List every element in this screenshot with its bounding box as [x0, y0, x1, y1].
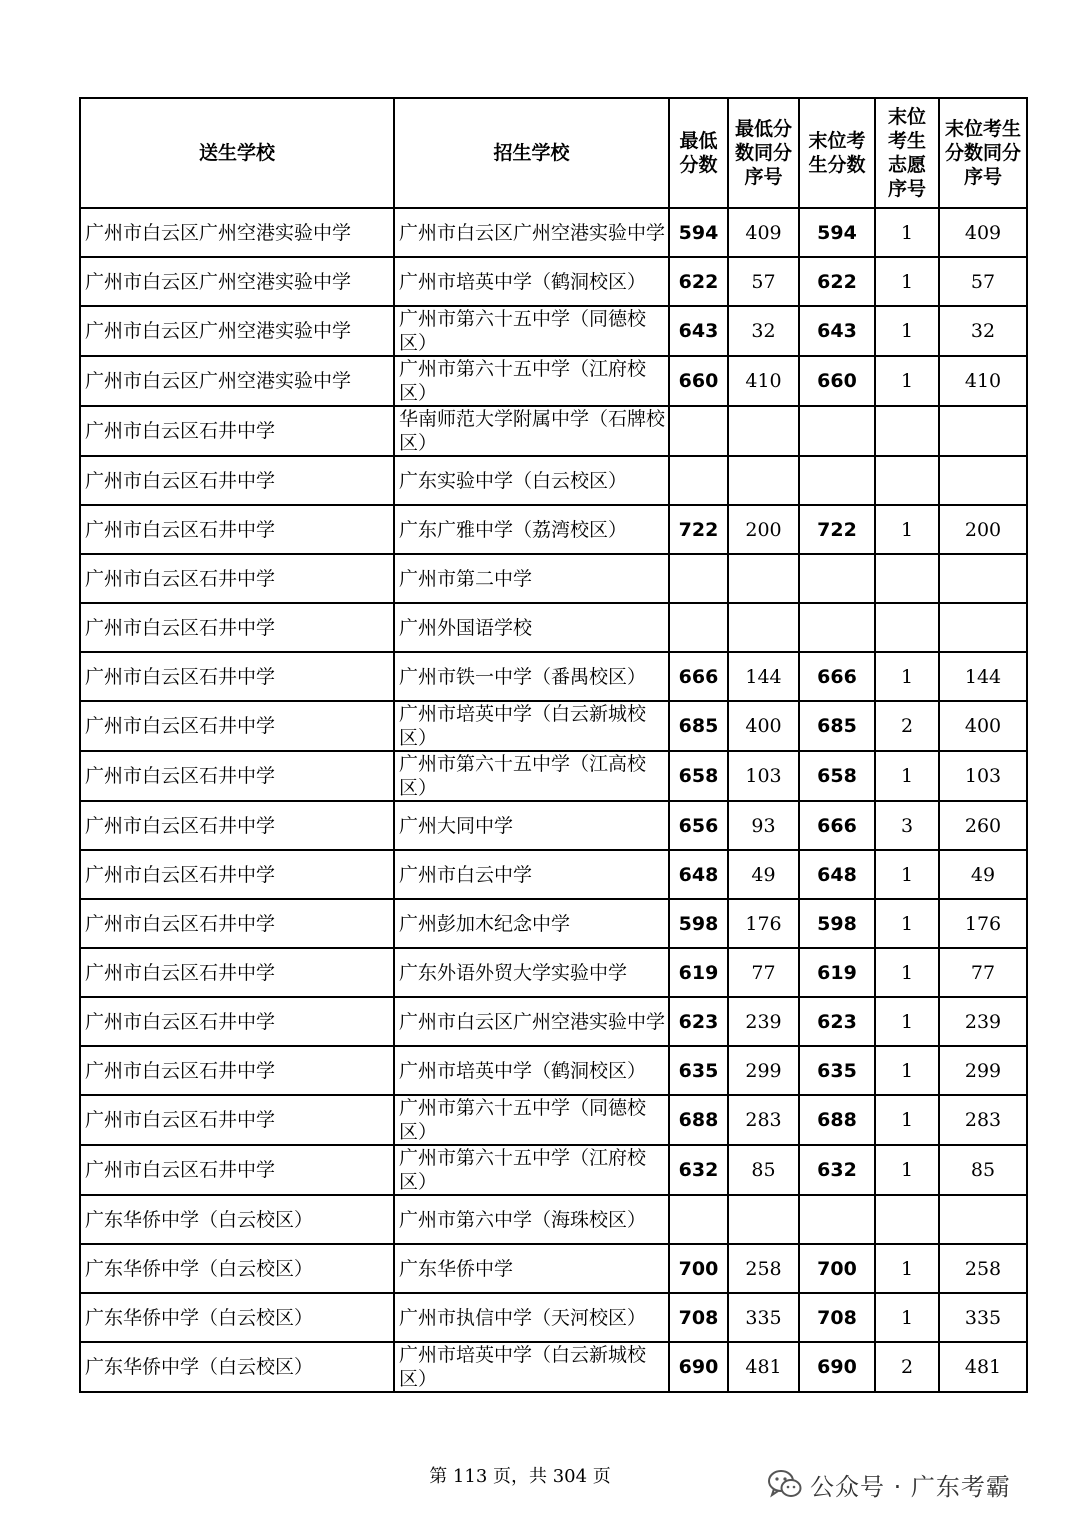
- table-row: [80, 1244, 1027, 1293]
- cell-last-rank: 239: [939, 997, 1027, 1046]
- cell-last-choice: 1: [875, 1046, 939, 1095]
- cell-min-score: 643: [669, 306, 728, 356]
- cell-last-score: [799, 406, 875, 456]
- table-row: [80, 356, 1027, 406]
- cell-last-rank: 200: [939, 505, 1027, 554]
- cell-min-score: [669, 456, 728, 505]
- cell-send-school: 广东华侨中学（白云校区）: [80, 1293, 394, 1342]
- cell-admit-school: 广州市第六十五中学（江高校区）: [394, 751, 669, 801]
- header-last-score-text: 末位考生分数: [808, 130, 866, 176]
- cell-min-score-rank: 200: [728, 505, 799, 554]
- table-row: [80, 1293, 1027, 1342]
- cell-min-score: 688: [669, 1095, 728, 1145]
- cell-admit-school: 广州大同中学: [394, 801, 669, 850]
- cell-admit-school: 广州市第二中学: [394, 554, 669, 603]
- cell-last-choice: 1: [875, 751, 939, 801]
- cell-last-rank: 481: [939, 1342, 1027, 1392]
- cell-last-choice: 1: [875, 899, 939, 948]
- cell-min-score-rank: [728, 603, 799, 652]
- cell-last-choice: 1: [875, 1145, 939, 1195]
- cell-admit-school: 广东华侨中学: [394, 1244, 669, 1293]
- cell-admit-school: 广东广雅中学（荔湾校区）: [394, 505, 669, 554]
- cell-last-score: 623: [799, 997, 875, 1046]
- cell-admit-school: 广东实验中学（白云校区）: [394, 456, 669, 505]
- page-number: 第 113 页，共 304 页: [429, 1466, 611, 1487]
- cell-min-score-rank: 410: [728, 356, 799, 406]
- cell-last-score: 622: [799, 257, 875, 306]
- cell-send-school: 广州市白云区广州空港实验中学: [80, 356, 394, 406]
- table-row: [80, 1145, 1027, 1195]
- cell-min-score: 622: [669, 257, 728, 306]
- cell-last-score: 722: [799, 505, 875, 554]
- cell-send-school: 广州市白云区广州空港实验中学: [80, 306, 394, 356]
- cell-min-score: 632: [669, 1145, 728, 1195]
- cell-min-score: 623: [669, 997, 728, 1046]
- cell-last-choice: [875, 554, 939, 603]
- table-row: [80, 701, 1027, 751]
- cell-admit-school: 广东外语外贸大学实验中学: [394, 948, 669, 997]
- cell-min-score-rank: 335: [728, 1293, 799, 1342]
- cell-min-score-rank: 283: [728, 1095, 799, 1145]
- cell-min-score: 690: [669, 1342, 728, 1392]
- cell-send-school: 广州市白云区石井中学: [80, 554, 394, 603]
- cell-last-choice: 2: [875, 1342, 939, 1392]
- table-row: [80, 505, 1027, 554]
- cell-admit-school: 广州外国语学校: [394, 603, 669, 652]
- cell-min-score: [669, 1195, 728, 1244]
- cell-last-choice: [875, 406, 939, 456]
- cell-send-school: 广州市白云区石井中学: [80, 899, 394, 948]
- cell-admit-school: 广州市第六十五中学（同德校区）: [394, 306, 669, 356]
- header-last-choice-text: 末位考生志愿序号: [887, 106, 926, 200]
- cell-last-choice: 1: [875, 208, 939, 257]
- table-row: [80, 751, 1027, 801]
- cell-last-rank: 335: [939, 1293, 1027, 1342]
- admission-score-table: [79, 97, 1028, 1393]
- cell-last-rank: 32: [939, 306, 1027, 356]
- cell-send-school: 广州市白云区石井中学: [80, 1145, 394, 1195]
- cell-last-rank: 400: [939, 701, 1027, 751]
- cell-last-score: [799, 1195, 875, 1244]
- cell-last-score: 632: [799, 1145, 875, 1195]
- cell-min-score-rank: 85: [728, 1145, 799, 1195]
- cell-min-score-rank: [728, 554, 799, 603]
- cell-min-score-rank: 144: [728, 652, 799, 701]
- cell-last-score: 660: [799, 356, 875, 406]
- cell-min-score: 666: [669, 652, 728, 701]
- cell-admit-school: 广州市第六十五中学（江府校区）: [394, 1145, 669, 1195]
- cell-last-choice: [875, 603, 939, 652]
- cell-last-rank: 409: [939, 208, 1027, 257]
- cell-admit-school: 广州市白云区广州空港实验中学: [394, 997, 669, 1046]
- cell-min-score: 722: [669, 505, 728, 554]
- cell-admit-school: 广州市培英中学（鹤洞校区）: [394, 1046, 669, 1095]
- cell-last-choice: [875, 1195, 939, 1244]
- header-row: [80, 98, 1027, 208]
- cell-min-score-rank: 93: [728, 801, 799, 850]
- cell-last-score: 708: [799, 1293, 875, 1342]
- cell-last-score: [799, 456, 875, 505]
- cell-send-school: 广州市白云区石井中学: [80, 505, 394, 554]
- cell-send-school: 广州市白云区石井中学: [80, 406, 394, 456]
- cell-min-score-rank: 481: [728, 1342, 799, 1392]
- cell-min-score: 656: [669, 801, 728, 850]
- cell-last-score: 635: [799, 1046, 875, 1095]
- cell-min-score: 648: [669, 850, 728, 899]
- cell-admit-school: 华南师范大学附属中学（石牌校区）: [394, 406, 669, 456]
- cell-last-score: 598: [799, 899, 875, 948]
- cell-admit-school: 广州市白云中学: [394, 850, 669, 899]
- cell-last-choice: 1: [875, 652, 939, 701]
- cell-last-rank: 176: [939, 899, 1027, 948]
- cell-send-school: 广州市白云区石井中学: [80, 751, 394, 801]
- table-row: [80, 406, 1027, 456]
- cell-admit-school: 广州彭加木纪念中学: [394, 899, 669, 948]
- table-row: [80, 257, 1027, 306]
- cell-min-score: 660: [669, 356, 728, 406]
- cell-send-school: 广州市白云区石井中学: [80, 997, 394, 1046]
- cell-admit-school: 广州市培英中学（白云新城校区）: [394, 701, 669, 751]
- table-row: [80, 997, 1027, 1046]
- cell-last-choice: 1: [875, 505, 939, 554]
- header-last-rank-text: 末位考生分数同分序号: [944, 118, 1021, 188]
- cell-last-rank: 85: [939, 1145, 1027, 1195]
- cell-last-choice: 1: [875, 356, 939, 406]
- cell-send-school: 广东华侨中学（白云校区）: [80, 1342, 394, 1392]
- cell-min-score: 658: [669, 751, 728, 801]
- cell-min-score-rank: 409: [728, 208, 799, 257]
- table-row: [80, 801, 1027, 850]
- table-row: [80, 1342, 1027, 1392]
- cell-last-rank: 283: [939, 1095, 1027, 1145]
- cell-admit-school: 广州市第六中学（海珠校区）: [394, 1195, 669, 1244]
- cell-last-rank: 299: [939, 1046, 1027, 1095]
- cell-min-score: [669, 554, 728, 603]
- table-row: [80, 1046, 1027, 1095]
- cell-admit-school: 广州市第六十五中学（同德校区）: [394, 1095, 669, 1145]
- watermark-text: 公众号 · 广东考霸: [810, 1472, 1011, 1501]
- cell-last-score: 666: [799, 801, 875, 850]
- cell-last-choice: [875, 456, 939, 505]
- cell-last-score: 685: [799, 701, 875, 751]
- cell-last-score: 648: [799, 850, 875, 899]
- header-last-score: [799, 98, 875, 208]
- header-min-score-rank: [728, 98, 799, 208]
- cell-min-score: 708: [669, 1293, 728, 1342]
- cell-admit-school: 广州市白云区广州空港实验中学: [394, 208, 669, 257]
- cell-last-rank: [939, 406, 1027, 456]
- cell-last-score: [799, 603, 875, 652]
- cell-last-choice: 1: [875, 1095, 939, 1145]
- cell-min-score-rank: 400: [728, 701, 799, 751]
- header-send-school: 送生学校: [80, 98, 394, 208]
- cell-min-score-rank: 176: [728, 899, 799, 948]
- header-last-choice: [875, 98, 939, 208]
- header-admit-school: 招生学校: [394, 98, 669, 208]
- cell-send-school: 广州市白云区石井中学: [80, 801, 394, 850]
- cell-last-rank: [939, 1195, 1027, 1244]
- table-row: [80, 652, 1027, 701]
- cell-min-score-rank: [728, 406, 799, 456]
- table-row: [80, 850, 1027, 899]
- cell-min-score-rank: 299: [728, 1046, 799, 1095]
- cell-last-score: 700: [799, 1244, 875, 1293]
- cell-last-score: 594: [799, 208, 875, 257]
- table-row: [80, 554, 1027, 603]
- table-row: [80, 948, 1027, 997]
- header-min-score-rank-text: 最低分数同分序号: [734, 118, 792, 188]
- header-min-score-text: 最低分数: [679, 130, 718, 176]
- cell-min-score: 594: [669, 208, 728, 257]
- cell-last-choice: 1: [875, 306, 939, 356]
- cell-last-rank: 410: [939, 356, 1027, 406]
- cell-min-score-rank: 103: [728, 751, 799, 801]
- header-last-rank: [939, 98, 1027, 208]
- cell-min-score: 598: [669, 899, 728, 948]
- cell-min-score: 700: [669, 1244, 728, 1293]
- cell-min-score-rank: [728, 456, 799, 505]
- cell-min-score: [669, 406, 728, 456]
- cell-admit-school: 广州市执信中学（天河校区）: [394, 1293, 669, 1342]
- cell-admit-school: 广州市培英中学（鹤洞校区）: [394, 257, 669, 306]
- cell-last-choice: 3: [875, 801, 939, 850]
- cell-admit-school: 广州市培英中学（白云新城校区）: [394, 1342, 669, 1392]
- table-row: [80, 1095, 1027, 1145]
- cell-last-score: 658: [799, 751, 875, 801]
- cell-min-score-rank: [728, 1195, 799, 1244]
- table-body: [80, 208, 1027, 1392]
- cell-last-rank: [939, 603, 1027, 652]
- cell-send-school: 广东华侨中学（白云校区）: [80, 1195, 394, 1244]
- cell-send-school: 广东华侨中学（白云校区）: [80, 1244, 394, 1293]
- cell-last-score: 690: [799, 1342, 875, 1392]
- cell-min-score-rank: 49: [728, 850, 799, 899]
- cell-last-choice: 2: [875, 701, 939, 751]
- cell-admit-school: 广州市铁一中学（番禺校区）: [394, 652, 669, 701]
- cell-min-score-rank: 239: [728, 997, 799, 1046]
- cell-min-score: 635: [669, 1046, 728, 1095]
- cell-last-rank: 103: [939, 751, 1027, 801]
- table-row: [80, 208, 1027, 257]
- cell-send-school: 广州市白云区石井中学: [80, 948, 394, 997]
- wechat-icon: [768, 1469, 802, 1499]
- cell-min-score: 685: [669, 701, 728, 751]
- cell-send-school: 广州市白云区石井中学: [80, 850, 394, 899]
- cell-min-score: [669, 603, 728, 652]
- cell-send-school: 广州市白云区石井中学: [80, 456, 394, 505]
- cell-send-school: 广州市白云区石井中学: [80, 1046, 394, 1095]
- cell-min-score: 619: [669, 948, 728, 997]
- cell-last-choice: 1: [875, 1244, 939, 1293]
- table-row: [80, 603, 1027, 652]
- cell-last-score: [799, 554, 875, 603]
- cell-last-rank: 57: [939, 257, 1027, 306]
- table-row: [80, 1195, 1027, 1244]
- cell-last-rank: 258: [939, 1244, 1027, 1293]
- cell-last-choice: 1: [875, 948, 939, 997]
- cell-send-school: 广州市白云区广州空港实验中学: [80, 208, 394, 257]
- cell-min-score-rank: 258: [728, 1244, 799, 1293]
- cell-last-rank: 77: [939, 948, 1027, 997]
- cell-last-score: 666: [799, 652, 875, 701]
- watermark: [768, 1466, 1011, 1502]
- cell-send-school: 广州市白云区石井中学: [80, 603, 394, 652]
- cell-admit-school: 广州市第六十五中学（江府校区）: [394, 356, 669, 406]
- cell-send-school: 广州市白云区石井中学: [80, 652, 394, 701]
- table-row: [80, 306, 1027, 356]
- cell-min-score-rank: 57: [728, 257, 799, 306]
- cell-last-score: 688: [799, 1095, 875, 1145]
- cell-last-score: 643: [799, 306, 875, 356]
- cell-last-rank: [939, 456, 1027, 505]
- cell-last-choice: 1: [875, 997, 939, 1046]
- cell-last-choice: 1: [875, 257, 939, 306]
- cell-last-rank: 49: [939, 850, 1027, 899]
- cell-last-rank: 260: [939, 801, 1027, 850]
- table-header: [80, 98, 1027, 208]
- cell-last-rank: 144: [939, 652, 1027, 701]
- cell-min-score-rank: 32: [728, 306, 799, 356]
- cell-last-choice: 1: [875, 1293, 939, 1342]
- cell-last-choice: 1: [875, 850, 939, 899]
- cell-last-score: 619: [799, 948, 875, 997]
- cell-min-score-rank: 77: [728, 948, 799, 997]
- cell-send-school: 广州市白云区石井中学: [80, 701, 394, 751]
- cell-send-school: 广州市白云区广州空港实验中学: [80, 257, 394, 306]
- header-min-score: [669, 98, 728, 208]
- cell-send-school: 广州市白云区石井中学: [80, 1095, 394, 1145]
- cell-last-rank: [939, 554, 1027, 603]
- table-row: [80, 456, 1027, 505]
- table-row: [80, 899, 1027, 948]
